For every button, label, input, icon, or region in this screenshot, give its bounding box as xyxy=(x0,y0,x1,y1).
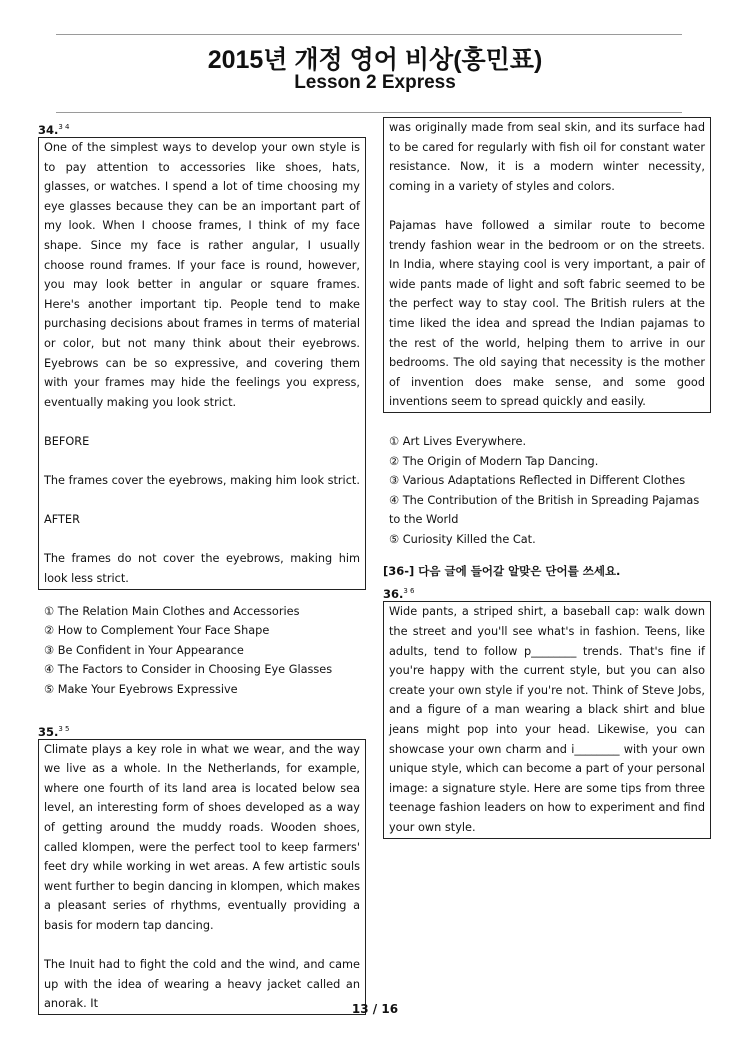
answer-option: ① The Relation Main Clothes and Accessories xyxy=(44,604,300,618)
answer-option: ③ Various Adaptations Reflected in Different Clothes xyxy=(389,474,686,488)
answer-option: ④ The Contribution of the British in Spreading Pajamas to the World xyxy=(389,493,700,527)
question-34-passage xyxy=(38,137,366,590)
question-35-number: 35.$^{3 5}$ xyxy=(38,724,70,739)
answer-option: ⑤ Make Your Eyebrows Expressive xyxy=(44,683,238,697)
passage-paragraph: was originally made from seal skin, and its surface had to be cared for regularly with fish oil for constant water resistance. Now, it is a modern winter necessity, coming in a variety of styles and colors. xyxy=(389,121,705,193)
page-subtitle: Lesson 2 Express xyxy=(294,72,456,93)
question-34-options xyxy=(38,602,366,700)
left-column xyxy=(38,117,366,1015)
question-35-options xyxy=(383,432,711,550)
passage-paragraph: Wide pants, a striped shirt, a baseball cap: walk down the street and you'll see what's in fashion. Teens, like adults, tend to follow p________ trends. That's fine if you're happy with the current style, but you can also create your own style if you're not. Think of Steve Jobs, and a figure of a man wearing a black shirt and blue jeans might pop into your head. Likewise, you can showcase your own charm and i________ with your own unique style, which can become a part of your personal image: a signature style. Here are some tips from three teenage fashion leaders on how to experiment and find your own style. xyxy=(389,605,705,834)
question-36-number: 36.$^{3 6}$ xyxy=(383,587,415,602)
answer-option: ④ The Factors to Consider in Choosing Eye Glasses xyxy=(44,663,333,677)
question-35-passage xyxy=(38,739,366,1015)
page-title: 2015년 개정 영어 비상(홍민표) xyxy=(207,46,543,74)
passage-paragraph: The frames do not cover the eyebrows, making him look less strict. xyxy=(44,552,360,586)
header-rule xyxy=(56,112,682,113)
passage-paragraph: Climate plays a key role in what we wear, and the way we live as a whole. In the Netherlands, for example, where one fourth of its land area is located below sea level, an interesting form of shoes developed as a way of getting around the muddy roads. Wooden shoes, called klompen, were the perfect tool to keep farmers' feet dry while working in wet areas. A few artistic souls went further to begin dancing in klompen, which makes a pleasant series of rhythms, eventually providing a basis for modern tap dancing. xyxy=(44,742,360,932)
page-number: 13 / 16 xyxy=(351,1002,399,1016)
passage-paragraph: The Inuit had to fight the cold and the wind, and came up with the idea of wearing a heavy jacket called an anorak. It xyxy=(44,958,360,1011)
question-35-passage-continued xyxy=(383,117,711,413)
section-36-instruction: [36-] 다음 글에 들어갈 알맞은 단어를 쓰세요. xyxy=(383,564,621,579)
passage-paragraph: Pajamas have followed a similar route to become trendy fashion wear in the bedroom or on the streets. In India, where staying cool is very important, a pair of wide pants made of light and soft fabric seemed to be the perfect way to stay cool. The British rulers at the time liked the idea and spread the Indian pajamas to the rest of the world, helping them to arrive in our bedrooms. The old saying that necessity is the mother of invention does make sense, and some good inventions seem to spread quickly and easily. xyxy=(389,218,705,409)
question-34-number: 34.$^{3 4}$ xyxy=(38,122,70,137)
question-36-passage xyxy=(383,601,711,838)
passage-paragraph: BEFORE xyxy=(44,434,90,448)
answer-option: ① Art Lives Everywhere. xyxy=(389,434,527,448)
passage-paragraph: The frames cover the eyebrows, making him look strict. xyxy=(44,474,360,488)
answer-option: ③ Be Confident in Your Appearance xyxy=(44,643,244,657)
right-column xyxy=(383,117,711,839)
passage-paragraph: One of the simplest ways to develop your own style is to pay attention to accessories like shoes, hats, glasses, or watches. I spend a lot of time choosing my eye glasses because they can be an important part of my look. When I choose frames, I think of my face shape. Since my face is rather angular, I usually choose round frames. If your face is round, however, you may look better in angular or square frames. Here's another important tip. People tend to make purchasing decisions about frames in terms of material or color, but not many think about their eyebrows. Eyebrows can be so expressive, and covering them with your frames may hide the feelings you express, eventually making you look strict. xyxy=(44,141,360,409)
answer-option: ② How to Complement Your Face Shape xyxy=(44,624,270,638)
answer-option: ② The Origin of Modern Tap Dancing. xyxy=(389,454,599,468)
passage-paragraph: AFTER xyxy=(44,513,80,527)
top-rule xyxy=(56,34,682,35)
answer-option: ⑤ Curiosity Killed the Cat. xyxy=(389,532,536,546)
